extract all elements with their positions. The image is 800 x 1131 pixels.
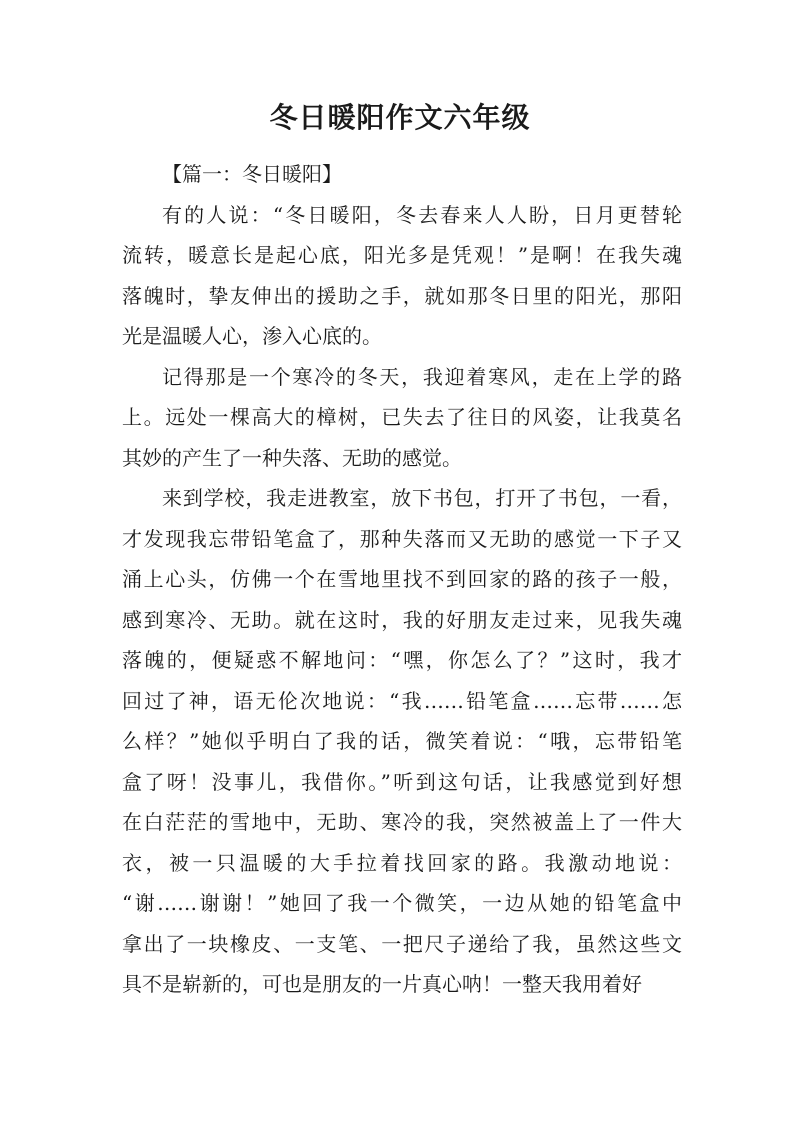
paragraph-line: 在白茫茫的雪地中，无助、寒冷的我，突然被盖上了一件大 [122,810,682,834]
paragraph-container [122,195,682,1005]
paragraph-line: 感到寒冷、无助。就在这时，我的好朋友走过来，见我失魂 [122,607,682,632]
section-heading: 【篇一：冬日暖阳】 [162,162,342,186]
paragraph-line: 才发现我忘带铅笔盒了，那种失落而又无助的感觉一下子又 [122,526,682,551]
paragraph [122,195,682,357]
paragraph-line: 么样？”她似乎明白了我的话，微笑着说：“哦，忘带铅笔 [122,729,682,753]
paragraph-line: 光是温暖人心，渗入心底的。 [122,324,382,348]
paragraph-line: 有的人说：“冬日暖阳，冬去春来人人盼，日月更替轮 [162,202,682,227]
paragraph-line: 回过了神，语无伦次地说：“我……铅笔盒……忘带……怎 [122,688,682,713]
paragraph-line: 衣，被一只温暖的大手拉着找回家的路。我激动地说： [122,850,682,875]
paragraph-line: 流转，暖意长是起心底，阳光多是凭观！”是啊！在我失魂 [122,243,682,267]
paragraph-line: 记得那是一个寒冷的冬天，我迎着寒风，走在上学的路 [162,364,682,389]
paragraph-line: 拿出了一块橡皮、一支笔、一把尺子递给了我，虽然这些文 [122,931,682,956]
paragraph-line: 盒了呀！没事儿，我借你。”听到这句话，让我感觉到好想 [122,769,682,794]
paragraph [122,478,682,1005]
document-title: 冬日暖阳作文六年级 [269,101,531,134]
paragraph-line: “谢……谢谢！”她回了我一个微笑，一边从她的铅笔盒中 [122,891,682,915]
paragraph-line: 落魄的，便疑惑不解地问：“嘿，你怎么了？”这时，我才 [122,648,682,672]
paragraph-line: 涌上心头，仿佛一个在雪地里找不到回家的路的孩子一般， [122,567,682,591]
paragraph-line: 上。远处一棵高大的樟树，已失去了往日的风姿，让我莫名 [122,405,682,429]
paragraph-line: 落魄时，挚友伸出的援助之手，就如那冬日里的阳光，那阳 [122,283,682,308]
paragraph-line: 来到学校，我走进教室，放下书包，打开了书包，一看， [162,486,682,510]
paragraph [122,357,682,479]
paragraph-line: 其妙的产生了一种失落、无助的感觉。 [122,445,462,470]
paragraph-line: 具不是崭新的，可也是朋友的一片真心呐！一整天我用着好 [122,972,642,996]
document-body [122,154,682,1005]
